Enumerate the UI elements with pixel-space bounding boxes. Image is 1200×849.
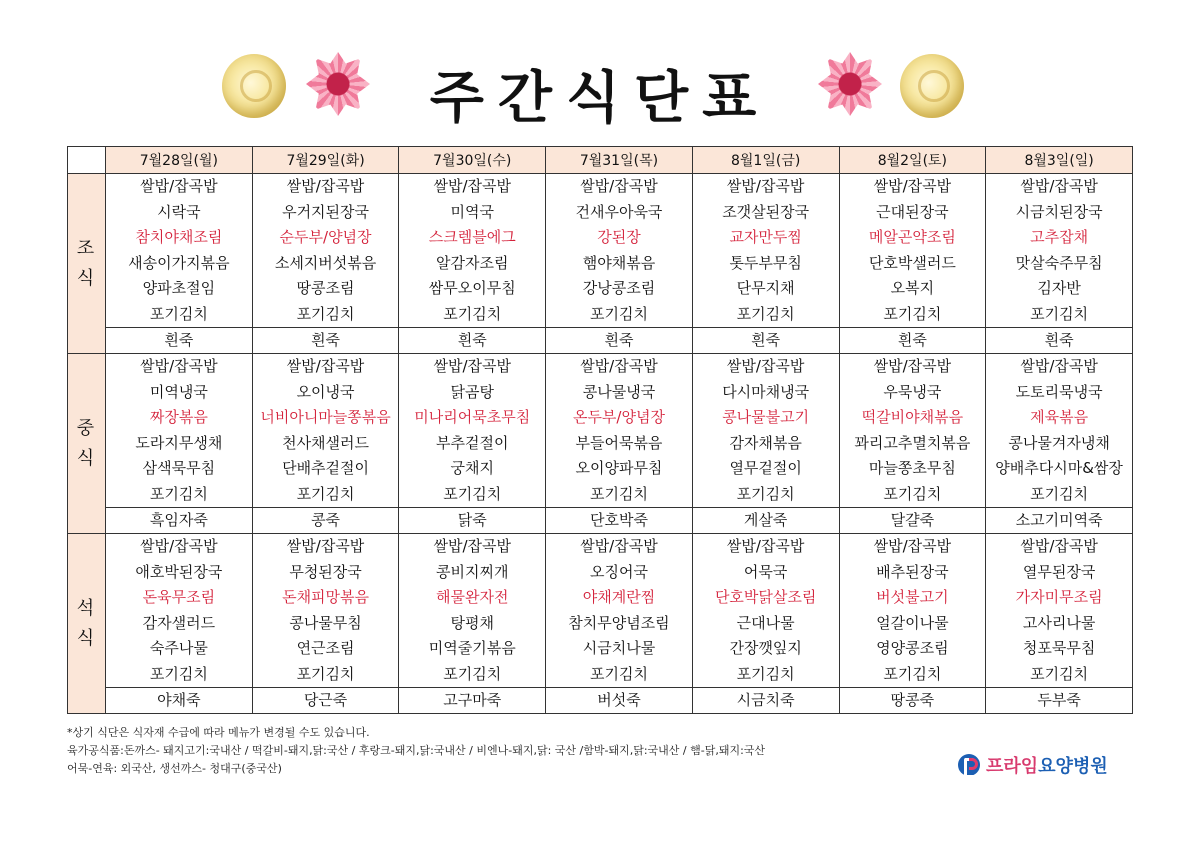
menu-item: 땅콩조림 (296, 279, 355, 297)
menu-item: 단배추겉절이 (282, 459, 370, 477)
date-header: 8월3일(일) (986, 147, 1133, 174)
menu-item-main-dish: 참치야채조림 (135, 228, 223, 246)
menu-item: 열무된장국 (1022, 562, 1096, 581)
menu-item: 쌀밥/잡곡밥 (726, 357, 805, 375)
menu-item: 김자반 (1037, 279, 1081, 297)
menu-item-main-dish: 가자미무조림 (1015, 588, 1103, 606)
menu-item: 도토리묵냉국 (1015, 382, 1103, 401)
menu-item: 부추겉절이 (436, 433, 509, 452)
menu-item: 감자채볶음 (729, 433, 802, 452)
menu-item-main-dish: 야채계란찜 (582, 588, 656, 606)
meal-label (68, 174, 106, 354)
menu-item: 양배추다시마&쌈장 (995, 459, 1123, 477)
menu-item: 포기김치 (589, 304, 648, 323)
menu-item-main-dish: 돈채피망볶음 (282, 588, 370, 606)
menu-item: 포기김치 (883, 304, 942, 323)
date-header: 8월1일(금) (692, 147, 839, 174)
menu-item: 단무지채 (736, 279, 795, 297)
menu-item: 참치무양념조림 (568, 613, 670, 632)
menu-item: 미역냉국 (149, 382, 208, 401)
meal-items-row (68, 174, 1133, 328)
menu-item: 우묵냉국 (883, 382, 942, 401)
date-header-row (68, 147, 1133, 174)
menu-item: 포기김치 (296, 664, 355, 683)
menu-cell (986, 354, 1133, 508)
menu-item-main-dish: 강된장 (597, 228, 641, 246)
page-title: 주간식단표 (429, 66, 771, 131)
notes (67, 724, 947, 778)
menu-item: 쌀밥/잡곡밥 (140, 537, 218, 555)
menu-item: 포기김치 (736, 304, 795, 323)
menu-item: 꽈리고추멸치볶음 (854, 433, 971, 452)
porridge-cell: 닭죽 (399, 508, 546, 534)
meal-label (68, 534, 106, 714)
menu-item-main-dish: 스크렘블에그 (428, 228, 516, 246)
menu-cell (106, 174, 253, 328)
meal-label-char: 석 (76, 597, 97, 619)
menu-cell (106, 354, 253, 508)
menu-item: 오징어국 (589, 562, 648, 581)
menu-item: 간장깻잎지 (729, 639, 802, 657)
rose-flower-icon (222, 54, 286, 118)
menu-item: 숙주나물 (149, 639, 208, 657)
date-header: 7월31일(목) (546, 147, 693, 174)
porridge-cell: 당근죽 (252, 688, 399, 714)
menu-item: 시금치된장국 (1015, 202, 1103, 221)
porridge-cell: 흰죽 (839, 328, 986, 354)
menu-item: 쌀밥/잡곡밥 (1020, 357, 1098, 375)
menu-item: 시금치나물 (582, 639, 656, 657)
menu-cell (252, 354, 399, 508)
menu-item: 포기김치 (736, 664, 795, 683)
menu-item: 근대된장국 (876, 202, 949, 221)
hospital-logo-icon (958, 754, 980, 776)
meal-label-char: 식 (76, 627, 97, 649)
menu-item: 영양콩조림 (876, 639, 949, 657)
menu-item: 포기김치 (443, 304, 502, 323)
menu-item: 연근조림 (296, 639, 355, 657)
menu-item: 쌀밥/잡곡밥 (873, 357, 952, 375)
weekly-menu-table (67, 146, 1133, 714)
menu-item: 포기김치 (149, 484, 208, 503)
menu-item-main-dish: 떡갈비야채볶음 (861, 408, 964, 426)
menu-cell (692, 174, 839, 328)
porridge-row (68, 508, 1133, 534)
menu-item: 양파초절임 (142, 279, 216, 297)
menu-item: 궁채지 (450, 459, 494, 477)
menu-cell (986, 534, 1133, 688)
menu-item: 콩비지찌개 (436, 562, 509, 581)
menu-item-main-dish: 콩나물불고기 (722, 408, 810, 426)
menu-item: 시락국 (157, 202, 201, 221)
meal-items-row (68, 354, 1133, 508)
menu-item: 포기김치 (1030, 304, 1089, 323)
menu-item: 포기김치 (149, 664, 208, 683)
menu-item: 쌀밥/잡곡밥 (433, 177, 512, 195)
meal-items-row (68, 534, 1133, 688)
porridge-cell: 시금치죽 (692, 688, 839, 714)
menu-item: 단호박샐러드 (868, 253, 956, 272)
menu-item: 열무겉절이 (729, 459, 802, 477)
note-line: 육가공식품:돈까스- 돼지고기:국내산 / 떡갈비-돼지,닭:국산 / 후랑크-돼지,닭:국내산 / 비엔나-돼지,닭: 국산 /함박-돼지,닭:국내산 / 햄-닭,돼지:국산 (67, 744, 766, 757)
pink-flower-icon (306, 52, 370, 116)
menu-item: 애호박된장국 (135, 562, 223, 581)
menu-item: 포기김치 (589, 484, 648, 503)
menu-item: 쌀밥/잡곡밥 (286, 177, 365, 195)
menu-cell (546, 354, 693, 508)
menu-cell (839, 534, 986, 688)
menu-item: 감자샐러드 (142, 613, 216, 632)
menu-item-main-dish: 온두부/양념장 (572, 408, 665, 426)
menu-cell (546, 174, 693, 328)
menu-item: 강낭콩조림 (582, 279, 656, 297)
meal-label-char: 중 (76, 417, 97, 439)
menu-item: 쌀밥/잡곡밥 (140, 177, 218, 195)
note-line: 어묵-연육: 외국산, 생선까스- 청대구(중국산) (67, 762, 282, 775)
menu-item-main-dish: 너비아니마늘쫑볶음 (260, 408, 391, 426)
menu-cell (546, 534, 693, 688)
porridge-cell: 콩죽 (252, 508, 399, 534)
meal-label-char: 식 (76, 447, 97, 469)
menu-item: 포기김치 (443, 664, 502, 683)
menu-item: 포기김치 (1030, 484, 1089, 503)
menu-item: 쌀밥/잡곡밥 (580, 357, 658, 375)
porridge-cell: 단호박죽 (546, 508, 693, 534)
porridge-cell: 흰죽 (986, 328, 1133, 354)
pink-flower-icon (818, 52, 882, 116)
menu-item: 조갯살된장국 (722, 202, 810, 221)
menu-item-main-dish: 버섯불고기 (876, 588, 949, 606)
menu-item: 쌀밥/잡곡밥 (726, 537, 805, 555)
menu-item: 쌀밥/잡곡밥 (433, 357, 512, 375)
menu-cell (692, 354, 839, 508)
menu-item: 천사채샐러드 (282, 433, 370, 452)
menu-item: 오복지 (890, 279, 935, 297)
menu-item-main-dish: 단호박닭살조림 (714, 588, 817, 606)
date-header: 8월2일(토) (839, 147, 986, 174)
hospital-name (986, 752, 1108, 778)
hospital-name-part2: 요양병원 (1038, 756, 1108, 777)
title-row (0, 42, 1200, 132)
menu-item: 콩나물무침 (289, 613, 362, 632)
porridge-cell: 소고기미역죽 (986, 508, 1133, 534)
menu-item-main-dish: 교자만두찜 (729, 228, 802, 246)
porridge-cell: 흰죽 (252, 328, 399, 354)
menu-item: 쌀밥/잡곡밥 (286, 357, 365, 375)
menu-item: 포기김치 (883, 664, 942, 683)
menu-item: 포기김치 (443, 484, 502, 503)
menu-item-main-dish: 순두부/양념장 (279, 228, 372, 246)
menu-item: 포기김치 (296, 304, 355, 323)
menu-item: 배추된장국 (876, 562, 949, 581)
menu-cell (986, 174, 1133, 328)
menu-item: 맛살숙주무침 (1015, 253, 1103, 272)
corner-cell (68, 147, 106, 174)
menu-item: 탕평채 (450, 613, 494, 632)
porridge-row (68, 688, 1133, 714)
menu-cell (106, 534, 253, 688)
menu-cell (399, 354, 546, 508)
menu-item: 포기김치 (883, 484, 942, 503)
menu-item: 쌀밥/잡곡밥 (1020, 537, 1098, 555)
menu-item: 포기김치 (296, 484, 355, 503)
porridge-cell: 흰죽 (692, 328, 839, 354)
menu-item: 쌀밥/잡곡밥 (726, 177, 805, 195)
menu-item: 우거지된장국 (282, 202, 370, 221)
menu-cell (252, 534, 399, 688)
porridge-cell: 고구마죽 (399, 688, 546, 714)
menu-item: 쌀밥/잡곡밥 (580, 537, 658, 555)
menu-item: 건새우아욱국 (575, 202, 663, 221)
porridge-cell: 버섯죽 (546, 688, 693, 714)
menu-item: 새송이가지볶음 (128, 253, 230, 272)
menu-item: 쌀밥/잡곡밥 (873, 537, 952, 555)
menu-item: 쌀밥/잡곡밥 (1020, 177, 1098, 195)
menu-item: 포기김치 (589, 664, 648, 683)
menu-item: 쌈무오이무침 (428, 279, 516, 297)
note-line: *상기 식단은 식자재 수급에 따라 메뉴가 변경될 수도 있습니다. (67, 726, 370, 739)
meal-label (68, 354, 106, 534)
menu-item: 삼색묵무침 (142, 459, 216, 477)
menu-item: 쌀밥/잡곡밥 (286, 537, 365, 555)
meal-label-char: 조 (76, 237, 97, 259)
menu-item-main-dish: 해물완자전 (436, 588, 509, 606)
menu-item: 오이양파무침 (575, 459, 663, 477)
menu-item: 포기김치 (149, 304, 208, 323)
menu-item: 어묵국 (743, 562, 788, 581)
hospital-logo (958, 752, 1108, 778)
menu-item: 청포묵무침 (1022, 639, 1096, 657)
menu-item-main-dish: 제육볶음 (1030, 408, 1089, 426)
porridge-cell: 땅콩죽 (839, 688, 986, 714)
menu-item: 쌀밥/잡곡밥 (580, 177, 658, 195)
menu-item: 쌀밥/잡곡밥 (140, 357, 218, 375)
date-header: 7월29일(화) (252, 147, 399, 174)
menu-item: 미역국 (450, 202, 494, 221)
menu-item: 도라지무생채 (135, 433, 223, 452)
menu-item: 오이냉국 (296, 382, 355, 401)
porridge-cell: 흰죽 (106, 328, 253, 354)
rose-flower-icon (900, 54, 964, 118)
menu-item: 소세지버섯볶음 (274, 253, 377, 272)
menu-cell (252, 174, 399, 328)
menu-cell (692, 534, 839, 688)
menu-cell (839, 354, 986, 508)
hospital-name-part1: 프라임 (986, 756, 1039, 777)
menu-item-main-dish: 돈육무조림 (142, 588, 216, 606)
menu-item: 콩나물냉국 (582, 382, 656, 401)
porridge-cell: 게살죽 (692, 508, 839, 534)
porridge-cell: 흑임자죽 (106, 508, 253, 534)
menu-item: 알감자조림 (436, 253, 509, 272)
menu-item: 톳두부무침 (729, 253, 802, 272)
date-header: 7월28일(월) (106, 147, 253, 174)
menu-item: 미역줄기볶음 (428, 639, 516, 657)
porridge-cell: 흰죽 (399, 328, 546, 354)
menu-item: 쌀밥/잡곡밥 (433, 537, 512, 555)
porridge-cell: 야채죽 (106, 688, 253, 714)
menu-item: 닭곰탕 (450, 382, 494, 401)
menu-item: 고사리나물 (1022, 613, 1096, 632)
menu-cell (399, 174, 546, 328)
menu-item: 햄야채볶음 (582, 253, 656, 272)
menu-item: 얼갈이나물 (876, 613, 949, 632)
menu-item: 포기김치 (736, 484, 795, 503)
menu-item: 마늘쫑초무침 (868, 459, 956, 477)
meal-label-char: 식 (76, 267, 97, 289)
porridge-cell: 달걀죽 (839, 508, 986, 534)
menu-item: 콩나물겨자냉채 (1008, 433, 1110, 452)
menu-item: 무청된장국 (289, 562, 362, 581)
menu-item: 부들어묵볶음 (575, 433, 663, 452)
porridge-cell: 두부죽 (986, 688, 1133, 714)
menu-item: 포기김치 (1030, 664, 1089, 683)
menu-item: 근대나물 (736, 613, 795, 632)
menu-item: 쌀밥/잡곡밥 (873, 177, 952, 195)
menu-item-main-dish: 고추잡채 (1030, 228, 1089, 246)
menu-item: 다시마채냉국 (722, 382, 810, 401)
menu-cell (399, 534, 546, 688)
menu-cell (839, 174, 986, 328)
menu-item-main-dish: 미나리어묵초무침 (414, 408, 531, 426)
menu-item-main-dish: 메알곤약조림 (868, 228, 956, 246)
porridge-cell: 흰죽 (546, 328, 693, 354)
porridge-row (68, 328, 1133, 354)
menu-item-main-dish: 짜장볶음 (149, 408, 208, 426)
date-header: 7월30일(수) (399, 147, 546, 174)
